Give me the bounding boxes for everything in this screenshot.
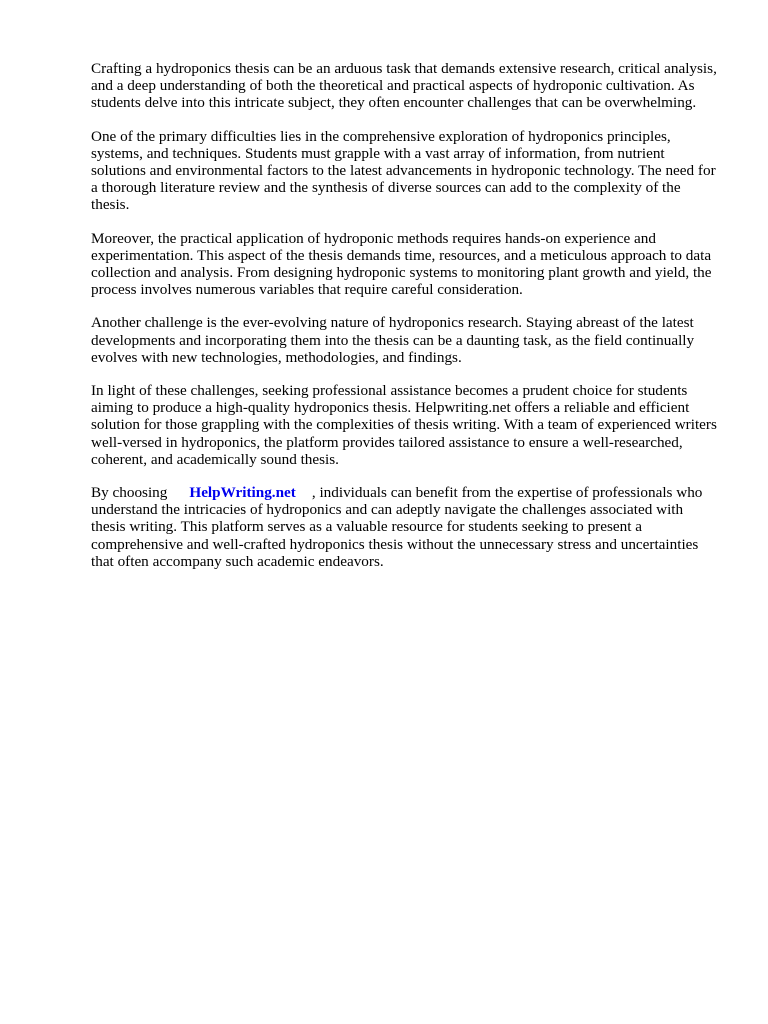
- helpwriting-link[interactable]: HelpWriting.net: [189, 484, 296, 502]
- paragraph-practical: Moreover, the practical application of hydroponic methods requires hands-on experience and experimentation. This aspect of the thesis demands time, resources, and a meticulous approach to data collection and analysis. From designing hydroponic systems to monitoring plant growth and yield, the process involves numerous variables that require careful consideration.: [91, 229, 712, 299]
- paragraph-difficulties: One of the primary difficulties lies in the comprehensive exploration of hydroponics principles, systems, and techniques. Students must grapple with a vast array of information, from nutrient solutions and environmental factors to the latest advancements in hydroponic technology. The need for a thorough literature review and the synthesis of diverse sources can add to the complexity of the thesis.: [91, 127, 716, 214]
- paragraph-conclusion: [91, 484, 721, 570]
- paragraph-assistance: In light of these challenges, seeking professional assistance becomes a prudent choice for students aiming to produce a high-quality hydroponics thesis. Helpwriting.net offers a reliable and efficient solution for those grappling with the complexities of thesis writing. With a team of experienced writers well-versed in hydroponics, the platform provides tailored assistance to ensure a well-researched, coherent, and academically sound thesis.: [91, 382, 717, 468]
- document-body: [91, 60, 721, 586]
- conclusion-prefix: By choosing: [91, 484, 168, 502]
- paragraph-evolving: Another challenge is the ever-evolving nature of hydroponics research. Staying abreast of the latest developments and incorporating them into the thesis can be a daunting task, as the field continually evolves with new technologies, methodologies, and findings.: [91, 314, 695, 366]
- conclusion-suffix: , individuals can benefit from the expertise of professionals who understand the intricacies of hydroponics and can adeptly navigate the challenges associated with thesis writing. This platform serves as a valuable resource for students seeking to present a comprehensive and well-crafted hydroponics thesis without the unnecessary stress and uncertainties that often accompany such academic endeavors.: [91, 484, 703, 570]
- paragraph-intro: Crafting a hydroponics thesis can be an arduous task that demands extensive research, critical analysis, and a deep understanding of both the theoretical and practical aspects of hydroponic cultivation. As students delve into this intricate subject, they often encounter challenges that can be overwhelming.: [91, 60, 717, 112]
